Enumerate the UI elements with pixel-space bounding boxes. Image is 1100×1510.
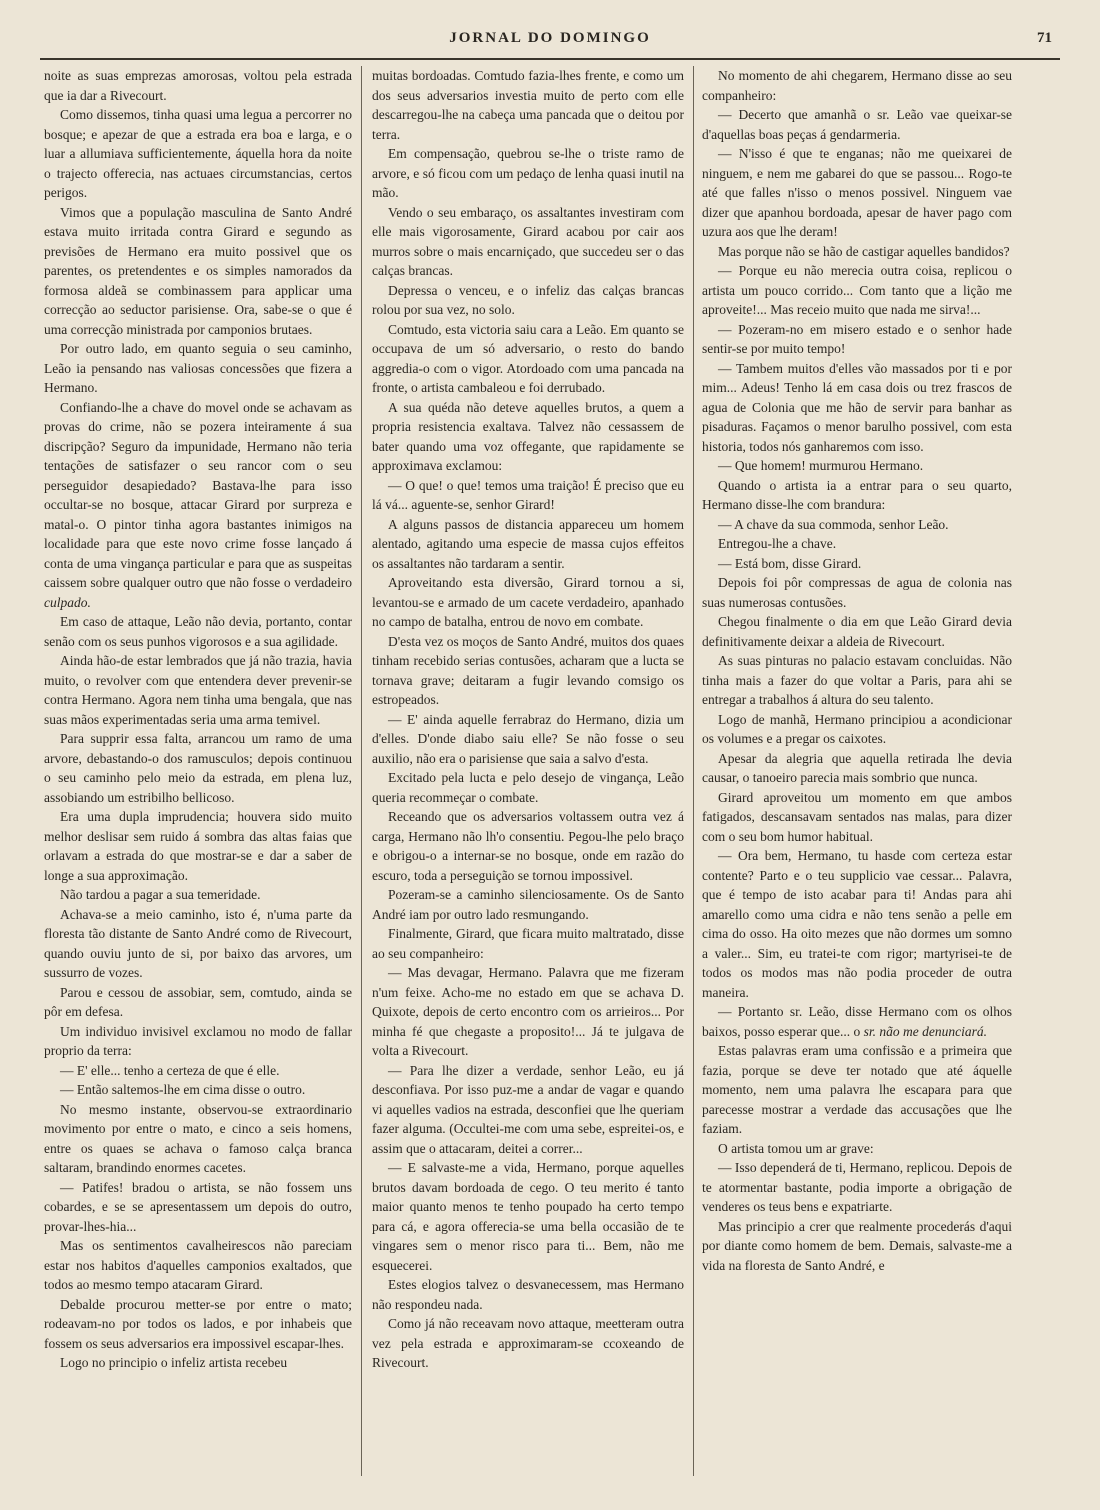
- paragraph: [702, 651, 1012, 710]
- paragraph-text: Estas palavras eram uma confissão e a primeira que fazia, porque se deve ter notado que até áquelle momento, nem uma palavra lhe escapara para que parecesse mostrar a verdade das accusações que lhe faziam.: [702, 1043, 1012, 1136]
- paragraph-text: Pozeram-se a caminho silenciosamente. Os de Santo André iam por outro lado resmungando.: [372, 887, 684, 922]
- paragraph: [702, 573, 1012, 612]
- paragraph: [702, 1158, 1012, 1217]
- paragraph-text: Confiando-lhe a chave do movel onde se achavam as provas do crime, não se pozera inteiramente á sua discripção? Seguro da impunidade, Hermano não teria tentações de satisfazer o seu rancor com o seu perseguidor desapiedado? Bastava-lhe para isso occultar-se no bosque, attacar Girard por surpreza e matal-o. O pintor tinha agora bastantes inimigos na localidade para que este novo crime fosse lançado á conta de uma vingança particular e para que as suspeitas caissem sobre qualquer outro que não fosse o verdadeiro: [44, 399, 352, 590]
- paragraph-text: — Isso dependerá de ti, Hermano, replicou. Depois de te atormentar bastante, podia importe a obrigação de venderes os teus bens e expatriarte.: [702, 1160, 1012, 1214]
- paragraph: [44, 1100, 352, 1178]
- paragraph: [702, 749, 1012, 788]
- paragraph-text: Entregou-lhe a chave.: [718, 536, 837, 551]
- paragraph: [44, 66, 352, 105]
- paragraph-text: Apesar da alegria que aquella retirada lhe devia causar, o tanoeiro parecia mais sombrio que nunca.: [702, 750, 1012, 785]
- paragraph-text: — Que homem! murmurou Hermano.: [718, 458, 924, 473]
- paragraph: [44, 1080, 352, 1100]
- paragraph-text: Para supprir essa falta, arrancou um ramo de uma arvore, debastando-o dos ramusculos; depois continuou o seu caminho pelo meio da estrada, em plena luz, assobiando um estribilho bellicoso.: [44, 731, 352, 805]
- paragraph-text: Quando o artista ia a entrar para o seu quarto, Hermano disse-lhe com brandura:: [702, 477, 1012, 512]
- paragraph: [44, 1061, 352, 1081]
- paragraph: [44, 651, 352, 729]
- paragraph: [702, 359, 1012, 457]
- page-header: [40, 24, 1060, 60]
- paragraph: [702, 320, 1012, 359]
- paragraph: [44, 983, 352, 1022]
- paragraph-text: Como dissemos, tinha quasi uma legua a percorrer no bosque; e apezar de que a estrada era boa e larga, e o luar a allumiava sufficientemente, áquella hora da noite o trajecto offerecia, nas actuaes circumstancias, certos perigos.: [44, 107, 352, 200]
- paragraph: [702, 261, 1012, 320]
- paragraph-text: — E' elle... tenho a certeza de que é elle.: [60, 1062, 280, 1078]
- paragraph-text: Debalde procurou metter-se por entre o mato; rodeavam-no por todos os lados, e por inhabeis que fossem os seus adversarios era impossivel escapar-lhes.: [44, 1296, 352, 1351]
- text-column-1: [44, 66, 352, 1476]
- paragraph-text: noite as suas emprezas amorosas, voltou pela estrada que ia dar a Rivecourt.: [44, 68, 352, 103]
- paragraph-text: — Está bom, disse Girard.: [718, 555, 862, 571]
- paragraph-text: — A chave da sua commoda, senhor Leão.: [718, 516, 949, 532]
- paragraph-text: Um individuo invisivel exclamou no modo de fallar proprio da terra:: [44, 1023, 352, 1058]
- italic-text: culpado.: [44, 594, 91, 610]
- paragraph-text: — Portanto sr. Leão, disse Hermano com os olhos baixos, posso esperar que... o: [702, 1004, 1012, 1039]
- paragraph: [372, 476, 684, 515]
- paragraph: [44, 885, 352, 905]
- paragraph: [44, 905, 352, 983]
- paragraph-text: Mas porque não se hão de castigar aquelles bandidos?: [718, 243, 1010, 259]
- paragraph-text: — Mas devagar, Hermano. Palavra que me fizeram n'um feixe. Acho-me no estado em que se achava D. Quixote, depois de certo encontro com os arrieiros... Por minha fé que chegaste a proposito!... Já te julgava de volta a Rivecourt.: [372, 965, 684, 1058]
- paragraph-text: — Então saltemos-lhe em cima disse o outro.: [60, 1082, 306, 1097]
- page-number: 71: [1037, 30, 1052, 46]
- paragraph: [372, 281, 684, 320]
- paragraph: [702, 105, 1012, 144]
- paragraph-text: Em compensação, quebrou se-lhe o triste ramo de arvore, e só ficou com um pedaço de lenha quasi inutil na mão.: [372, 146, 684, 200]
- paragraph: [702, 1002, 1012, 1041]
- paragraph: [702, 515, 1012, 535]
- paragraph-text: D'esta vez os moços de Santo André, muitos dos quaes tinham recebido serias contusões, acharam que a lucta se tornava grave; deitaram a fugir levando comsigo os estropeados.: [372, 633, 684, 707]
- paragraph-text: — E' ainda aquelle ferrabraz do Hermano, dizia um d'elles. D'onde diabo saiu elle? Se não fosse o seu auxilio, não era o parisiense que saia a salvo d'esta.: [372, 711, 684, 766]
- paragraph-text: Chegou finalmente o dia em que Leão Girard devia definitivamente deixar a aldeia de Rivecourt.: [702, 614, 1012, 649]
- paragraph: [44, 339, 352, 398]
- paragraph: [372, 807, 684, 885]
- paragraph: [44, 729, 352, 807]
- paragraph-text: Girard aproveitou um momento em que ambos fatigados, descansavam sentados nas malas, para dizer com o seu bom humor habitual.: [702, 789, 1012, 844]
- paragraph: [702, 1139, 1012, 1159]
- paragraph: [702, 1041, 1012, 1139]
- paragraph: [702, 788, 1012, 847]
- paragraph: [372, 398, 684, 476]
- paragraph: [372, 203, 684, 281]
- paragraph-text: Logo no principio o infeliz artista recebeu: [60, 1355, 288, 1370]
- paragraph-text: A alguns passos de distancia appareceu um homem alentado, agitando uma especie de massa cujos effeitos os assaltantes não tardaram a sentir.: [372, 516, 684, 571]
- paragraph-text: — Tambem muitos d'elles vão massados por ti e por mim... Adeus! Tenho lá em casa dois ou trez frascos de agua de Colonia que me hão de servir para banhar as pisaduras. Façamos o menor barulho possivel, com esta historia, todos nós ganharemos com isso.: [702, 360, 1012, 454]
- paragraph: [372, 632, 684, 710]
- paragraph-text: As suas pinturas no palacio estavam concluidas. Não tinha mais a fazer do que voltar a Paris, para ahi se entregar a trabalhos á altura do seu talento.: [702, 653, 1012, 707]
- paragraph-text: Depressa o venceu, e o infeliz das calças brancas rolou por sua vez, no solo.: [372, 282, 684, 317]
- paragraph: [702, 612, 1012, 651]
- paragraph-text: No mesmo instante, observou-se extraordinario movimento por entre o mato, e cinco a seis homens, entre os quaes se achava o famoso calça branca saltaram, brandindo enormes cacetes.: [44, 1101, 352, 1175]
- paragraph: [372, 710, 684, 769]
- paragraph-text: Depois foi pôr compressas de agua de colonia nas suas numerosas contusões.: [702, 575, 1012, 610]
- paragraph: [44, 1236, 352, 1295]
- paragraph: [44, 612, 352, 651]
- paragraph: [44, 1022, 352, 1061]
- paragraph: [702, 456, 1012, 476]
- paragraph-text: — O que! o que! temos uma traição! É preciso que eu lá vá... aguente-se, senhor Girard!: [372, 477, 684, 512]
- paragraph-text: Comtudo, esta victoria saiu cara a Leão. Em quanto se occupava de um só adversario, o resto do bando aggredia-o com o vigor. Atordoado com uma pancada na fronte, o artista cambaleou e foi derrubado.: [372, 321, 684, 395]
- paragraph: [702, 66, 1012, 105]
- paragraph-text: — Ora bem, Hermano, tu hasde com certeza estar contente? Parto e o teu supplicio vae cessar... Palavra, que é tempo de isto acabar para ti! Andas para ahi amarello como uma cidra e não tens senão a pelle em cima do osso. Ha oito mezes que não dormes um somno a valer... Sim, eu tratei-te com rigor; martyrisei-te de todos os modos mas não podia proceder de outra maneira.: [702, 848, 1012, 1000]
- paragraph: [372, 924, 684, 963]
- paragraph: [372, 1158, 684, 1275]
- paragraph-text: Estes elogios talvez o desvanecessem, mas Hermano não respondeu nada.: [372, 1277, 684, 1312]
- column-divider: [693, 66, 694, 1476]
- paragraph-text: Como já não receavam novo attaque, meetteram outra vez pela estrada e approximaram-se ccoxeando de Rivecourt.: [372, 1316, 684, 1370]
- paragraph-text: — Porque eu não merecia outra coisa, replicou o artista um pouco corrido... Com tanto que a lição me aproveite!... Mas receio muito que nada me sirva!...: [702, 263, 1012, 317]
- paragraph: [702, 476, 1012, 515]
- text-column-2: [372, 66, 684, 1476]
- paragraph: [44, 807, 352, 885]
- paragraph: [44, 105, 352, 203]
- paragraph-text: Vendo o seu embaraço, os assaltantes investiram com elle mais vigorosamente, Girard acabou por cair aos murros sobre o mais encarniçado, que succedeu ser o das calças brancas.: [372, 204, 684, 278]
- paragraph-text: muitas bordoadas. Comtudo fazia-lhes frente, e como um dos seus adversarios investia muito de perto com elle descarregou-lhe na cabeça uma pancada que o deitou por terra.: [372, 68, 684, 142]
- paragraph: [372, 573, 684, 632]
- paragraph-text: Receando que os adversarios voltassem outra vez á carga, Hermano não lh'o consentiu. Pegou-lhe pelo braço e obrigou-o a internar-se no bosque, onde em razão do escuro, toda a perseguição se tornou impossivel.: [372, 809, 684, 883]
- paragraph: [372, 885, 684, 924]
- paragraph: [702, 242, 1012, 262]
- paragraph: [702, 1217, 1012, 1276]
- paragraph-text: — Para lhe dizer a verdade, senhor Leão, eu já desconfiava. Por isso puz-me a andar de vagar e quando vi aquelles vadios na estrada, desconfiei que lhe queriam fazer alguma. (Occultei-me com uma sebe, espreitei-os, e assim que o attacaram, deitei a correr...: [372, 1062, 684, 1156]
- paragraph-text: Ainda hão-de estar lembrados que já não trazia, havia muito, o revolver com que entendera dever prevenir-se contra Hermano. Agora nem tinha uma bengala, que nas suas mãos experimentadas seria uma arma temivel.: [44, 653, 352, 727]
- paragraph: [372, 1275, 684, 1314]
- paragraph-text: — Decerto que amanhã o sr. Leão vae queixar-se d'aquellas boas peças á gendarmeria.: [702, 107, 1012, 142]
- paragraph-text: — E salvaste-me a vida, Hermano, porque aquelles brutos davam bordoada de cego. O teu merito é tanto maior quanto menos te tenho poupado ha certo tempo para cá, e agora offerecia-se uma bella occasião de te vingares sem o menor risco para ti... Bem, não me esquecerei.: [372, 1160, 684, 1273]
- paragraph-text: Excitado pela lucta e pelo desejo de vingança, Leão queria recommeçar o combate.: [372, 770, 684, 805]
- paragraph: [372, 320, 684, 398]
- paragraph-text: No momento de ahi chegarem, Hermano disse ao seu companheiro:: [702, 68, 1012, 103]
- paragraph-text: Parou e cessou de assobiar, sem, comtudo, ainda se pôr em defesa.: [44, 984, 352, 1019]
- paragraph-text: Mas principio a crer que realmente procederás d'aqui por diante como homem de bem. Demais, salvaste-me a vida na floresta de Santo André, e: [702, 1218, 1012, 1273]
- paragraph-text: Finalmente, Girard, que ficara muito maltratado, disse ao seu companheiro:: [372, 926, 684, 961]
- paragraph-text: Em caso de attaque, Leão não devia, portanto, contar senão com os seus punhos vigorosos e a sua agilidade.: [44, 614, 352, 649]
- column-divider: [361, 66, 362, 1476]
- paragraph: [702, 846, 1012, 1002]
- paragraph-text: Era uma dupla imprudencia; houvera sido muito melhor deslisar sem ruido á sombra das altas faias que orlavam a estrada do que mostrar-se e dar a saber de longe a sua approximação.: [44, 809, 352, 883]
- paragraph-text: Por outro lado, em quanto seguia o seu caminho, Leão ia pensando nas valiosas concessões que fizera a Hermano.: [44, 341, 352, 395]
- paragraph-text: — Patifes! bradou o artista, se não fossem uns cobardes, e se se apresentassem um depois do outro, provar-lhes-hia...: [44, 1179, 352, 1234]
- paragraph: [372, 515, 684, 574]
- paragraph: [44, 1295, 352, 1354]
- paragraph: [702, 534, 1012, 554]
- paragraph: [702, 710, 1012, 749]
- italic-text: sr. não me denunciará.: [863, 1023, 987, 1039]
- paragraph-text: Aproveitando esta diversão, Girard tornou a si, levantou-se e armado de um cacete verdadeiro, apanhado no campo de batalha, entrou de novo em combate.: [372, 575, 684, 629]
- paragraph-text: Logo de manhã, Hermano principiou a acondicionar os volumes e a pregar os caixotes.: [702, 711, 1012, 746]
- paragraph-text: O artista tomou um ar grave:: [718, 1140, 874, 1156]
- paragraph-text: — N'isso é que te enganas; não me queixarei de ninguem, e nem me gabarei do que se passou... Rogo-te até que falles n'isso o menos possivel. Ninguem vae dizer que apanhou bordoada, apesar de haver pago com uzura aos que lhe deram!: [702, 146, 1012, 239]
- text-column-3: [702, 66, 1012, 1476]
- paragraph: [372, 144, 684, 203]
- paragraph: [44, 203, 352, 340]
- journal-title: JORNAL DO DOMINGO: [449, 30, 651, 46]
- paragraph: [44, 398, 352, 613]
- paragraph: [372, 963, 684, 1061]
- paragraph-text: Vimos que a população masculina de Santo André estava muito irritada contra Girard e segundo as previsões de Hermano era muito possivel que os parentes, os pretendentes e os simples namorados da formosa aldeã se combinassem para applicar uma correcção ao seductor parisiense. Ora, sabe-se o que é uma correcção ministrada por camponios brutaes.: [44, 204, 352, 337]
- paragraph-text: — Pozeram-no em misero estado e o senhor hade sentir-se por muito tempo!: [702, 321, 1012, 356]
- paragraph-text: Não tardou a pagar a sua temeridade.: [60, 887, 261, 902]
- paragraph-text: Achava-se a meio caminho, isto é, n'uma parte da floresta tão distante de Santo André como de Rivecourt, quando ouviu junto de si, por baixo das arvores, um sussurro de vozes.: [44, 906, 352, 980]
- paragraph: [44, 1178, 352, 1237]
- paragraph-text: A sua quéda não deteve aquelles brutos, a quem a propria resistencia exaltava. Talvez não cessassem de bater quando uma voz offegante, que rapidamente se approximava exclamou:: [372, 399, 684, 473]
- paragraph: [702, 144, 1012, 242]
- paragraph: [702, 554, 1012, 574]
- paragraph: [372, 768, 684, 807]
- paragraph: [372, 1061, 684, 1159]
- paragraph: [372, 1314, 684, 1373]
- paragraph: [44, 1353, 352, 1373]
- paragraph: [372, 66, 684, 144]
- paragraph-text: Mas os sentimentos cavalheirescos não pareciam estar nos habitos d'aquelles camponios exaltados, que todos ao mesmo tempo atacaram Girard.: [44, 1238, 352, 1292]
